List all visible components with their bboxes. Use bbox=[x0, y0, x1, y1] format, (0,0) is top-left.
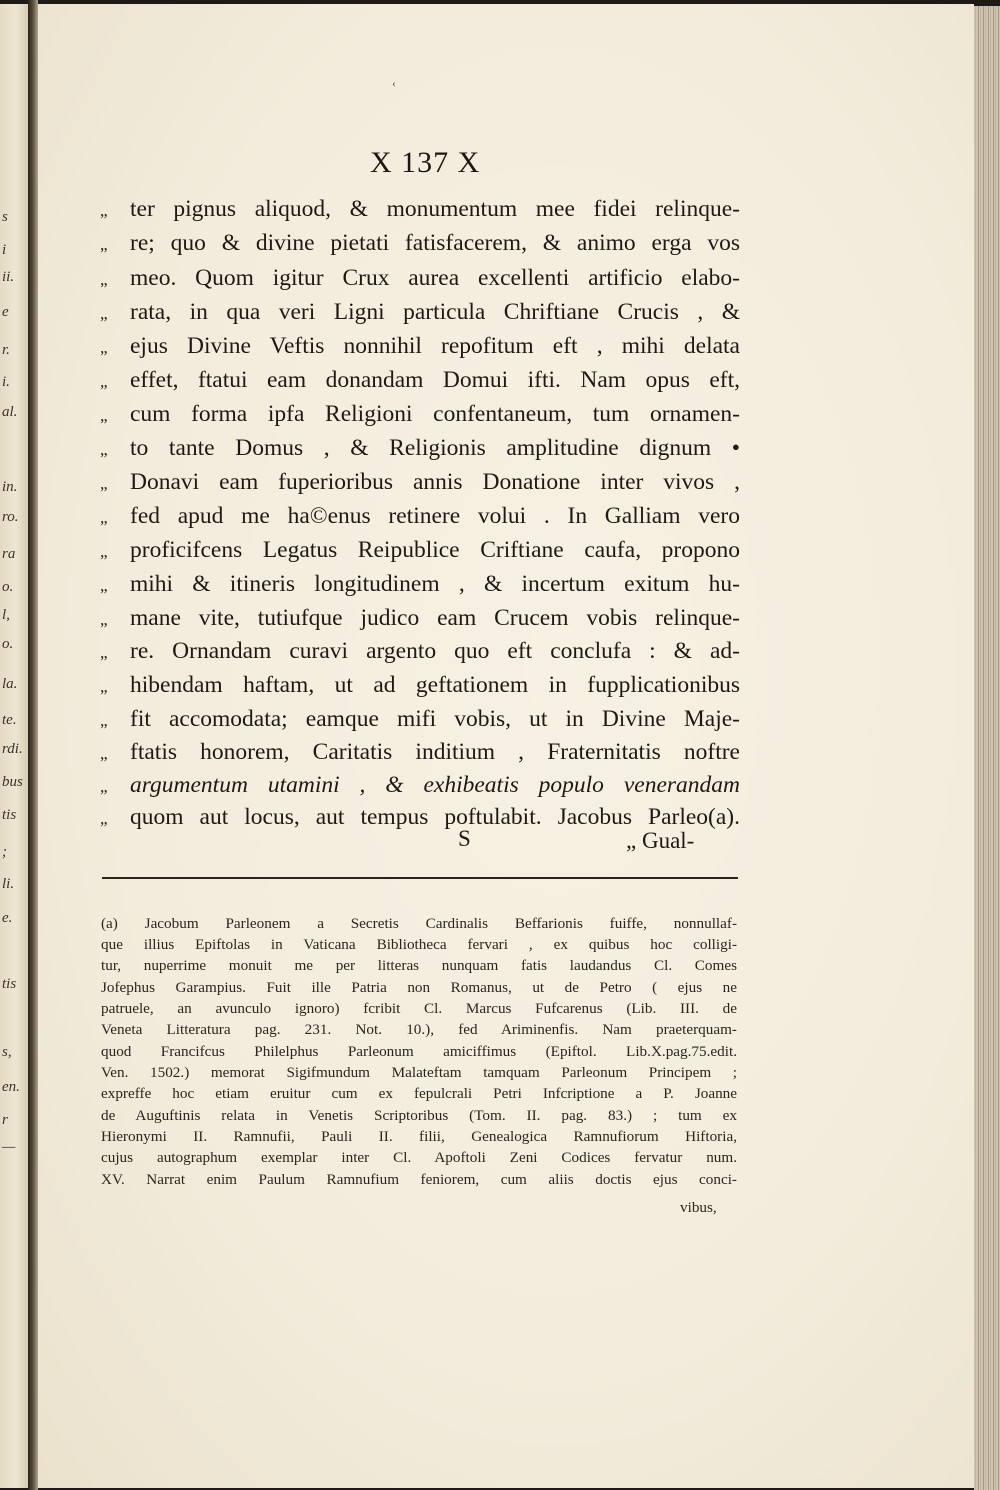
margin-fragment: al. bbox=[2, 404, 18, 420]
margin-fragment: o. bbox=[2, 579, 14, 595]
margin-fragment: l, bbox=[2, 607, 10, 623]
margin-fragment: in. bbox=[2, 479, 18, 495]
footnote-line: Ven. 1502.) memorat Sigifmundum Malateftam tamquam Parleonum Principem ; bbox=[101, 1064, 737, 1081]
footnote-line: (a) Jacobum Parleonem a Secretis Cardinalis Beffarionis fuiffe, nonnullaf- bbox=[101, 915, 737, 932]
margin-fragment: s bbox=[2, 209, 8, 225]
margin-fragment: bus bbox=[2, 774, 23, 790]
margin-fragment: li. bbox=[2, 876, 15, 892]
footnote-line: cujus autographum exemplar inter Cl. Apoftoli Zeni Codices fervatur num. bbox=[101, 1149, 737, 1166]
text-line: „ argumentum utamini , & exhibeatis populo venerandam bbox=[100, 772, 740, 798]
margin-fragment: — bbox=[2, 1139, 16, 1155]
text-line: „ fed apud me ha©enus retinere volui . In Galliam vero bbox=[100, 503, 740, 529]
footnote-line: Hieronymi II. Ramnufii, Pauli II. filii, Genealogica Ramnufiorum Hiftoria, bbox=[101, 1128, 737, 1145]
margin-fragment: tis bbox=[2, 976, 17, 992]
margin-fragment: e. bbox=[2, 910, 13, 926]
footnote-rule bbox=[102, 877, 738, 879]
text-line: „ proficifcens Legatus Reipublice Criftiane caufa, propono bbox=[100, 537, 740, 563]
margin-fragment: te. bbox=[2, 712, 17, 728]
footnote-line: Jofephus Garampius. Fuit ille Patria non Romanus, ut de Petro ( ejus ne bbox=[101, 979, 737, 996]
text-line: „ rata, in qua veri Ligni particula Chriftiane Crucis , & bbox=[100, 299, 740, 325]
margin-fragment: ra bbox=[2, 546, 16, 562]
book-gutter bbox=[28, 0, 38, 1490]
text-line: „ quom aut locus, aut tempus poftulabit. Jacobus Parleo(a). bbox=[100, 804, 740, 830]
margin-fragment: r. bbox=[2, 342, 10, 358]
catchword: „ Gual- bbox=[626, 828, 695, 853]
margin-fragment: ii. bbox=[2, 269, 15, 285]
page-stack-edge bbox=[974, 0, 1000, 1490]
text-line: „ effet, ftatui eam donandam Domui ifti. Nam opus eft, bbox=[100, 367, 740, 393]
text-line: „ ejus Divine Veftis nonnihil repofitum eft , mihi delata bbox=[100, 333, 740, 359]
text-line: „ hibendam haftam, ut ad geftationem in fupplicationibus bbox=[100, 672, 740, 698]
footnote-line: Veneta Litteratura pag. 231. Not. 10.), fed Ariminenfis. Nam praeterquam- bbox=[101, 1021, 737, 1038]
footnote-last-word: vibus, bbox=[680, 1199, 717, 1216]
facing-page-edge bbox=[0, 4, 29, 1488]
signature-mark: S bbox=[458, 826, 471, 851]
margin-fragment: i bbox=[2, 242, 7, 258]
margin-fragment: i. bbox=[2, 374, 10, 390]
footnote-line: expreffe hoc etiam eruitur cum ex fepulcrali Petri Infcriptione a P. Joanne bbox=[101, 1085, 737, 1102]
footnote-line: quod Francifcus Philelphus Parleonum amiciffimus (Epiftol. Lib.X.pag.75.edit. bbox=[101, 1043, 737, 1060]
text-line: „ cum forma ipfa Religioni confentaneum, tum ornamen- bbox=[100, 401, 740, 427]
text-line: „ mihi & itineris longitudinem , & incertum exitum hu- bbox=[100, 571, 740, 597]
footnote-line: XV. Narrat enim Paulum Ramnufium feniorem, cum aliis doctis ejus conci- bbox=[101, 1171, 737, 1188]
text-line: „ Donavi eam fuperioribus annis Donatione inter vivos , bbox=[100, 469, 740, 495]
margin-fragment: e bbox=[2, 304, 9, 320]
text-line: „ mane vite, tutiufque judico eam Crucem vobis relinque- bbox=[100, 605, 740, 631]
footnote-line: tur, nuperrime monuit me per litteras nunquam fatis laudandus Cl. Comes bbox=[101, 957, 737, 974]
text-line: „ fit accomodata; eamque mifi vobis, ut in Divine Maje- bbox=[100, 706, 740, 732]
page-header: X 137 X bbox=[370, 146, 481, 179]
text-line: „ re. Ornandam curavi argento quo eft conclufa : & ad- bbox=[100, 638, 740, 664]
margin-fragment: ; bbox=[2, 844, 7, 860]
page-mark: ‹ bbox=[392, 76, 396, 90]
margin-fragment: r bbox=[2, 1112, 8, 1128]
footnote-line: que illius Epiftolas in Vaticana Bibliotheca fervari , ex quibus hoc colligi- bbox=[101, 936, 737, 953]
margin-fragment: la. bbox=[2, 676, 18, 692]
margin-fragment: o. bbox=[2, 636, 14, 652]
text-line: „ ter pignus aliquod, & monumentum mee fidei relinque- bbox=[100, 196, 740, 222]
margin-fragment: en. bbox=[2, 1079, 20, 1095]
text-line: „ re; quo & divine pietati fatisfacerem, & animo erga vos bbox=[100, 230, 740, 256]
text-line: „ meo. Quom igitur Crux aurea excellenti artificio elabo- bbox=[100, 265, 740, 291]
footnote-line: de Auguftinis relata in Venetis Scriptoribus (Tom. II. pag. 83.) ; tum ex bbox=[101, 1107, 737, 1124]
text-line: „ ftatis honorem, Caritatis inditium , Fraternitatis noftre bbox=[100, 739, 740, 765]
margin-fragment: s, bbox=[2, 1044, 12, 1060]
margin-fragment: tis bbox=[2, 807, 17, 823]
margin-fragment: rdi. bbox=[2, 741, 23, 757]
footnote-line: patruele, an avunculo ignoro) fcribit Cl. Marcus Fufcarenus (Lib. III. de bbox=[101, 1000, 737, 1017]
margin-fragment: ro. bbox=[2, 509, 19, 525]
text-line: „ to tante Domus , & Religionis amplitudine dignum • bbox=[100, 435, 740, 461]
